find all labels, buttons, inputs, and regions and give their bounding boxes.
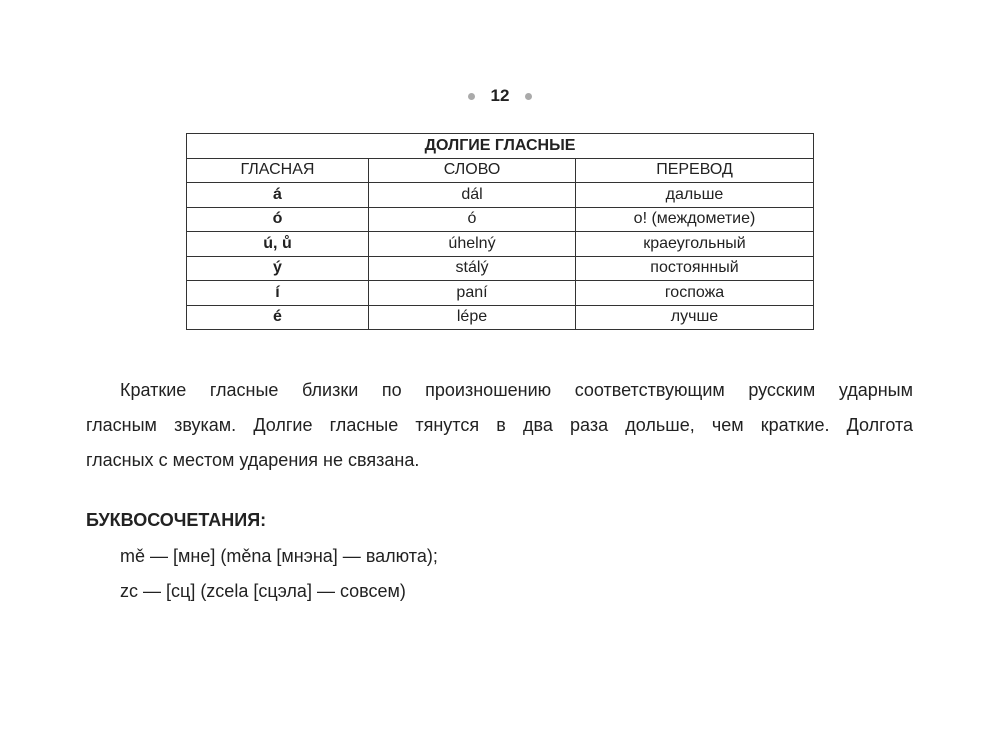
cell-vowel: á	[187, 183, 369, 208]
cell-word: dál	[369, 183, 576, 208]
cell-translation: краеугольный	[576, 232, 814, 257]
table-row	[187, 281, 814, 306]
bullet-dot	[525, 93, 532, 100]
long-vowels-table	[186, 133, 814, 330]
cell-vowel: ó	[187, 207, 369, 232]
body-paragraph	[86, 373, 913, 478]
cell-translation: дальше	[576, 183, 814, 208]
combination-item: zc — [сц] (zcela [сцэла] — совсем)	[120, 581, 406, 601]
table-header-row	[187, 158, 814, 183]
cell-word: ó	[369, 207, 576, 232]
cell-translation: госпожа	[576, 281, 814, 306]
page-number	[0, 86, 1000, 106]
table-row	[187, 207, 814, 232]
cell-vowel: ý	[187, 256, 369, 281]
combination-item: mě — [мне] (měna [мнэна] — валюта);	[120, 546, 438, 566]
cell-word: lépe	[369, 305, 576, 330]
cell-word: paní	[369, 281, 576, 306]
page-number-text: 12	[490, 86, 510, 105]
table-row	[187, 183, 814, 208]
cell-translation: o! (междометие)	[576, 207, 814, 232]
table-title: ДОЛГИЕ ГЛАСНЫЕ	[187, 134, 814, 159]
bullet-dot	[468, 93, 475, 100]
paragraph-line: гласным звукам. Долгие гласные тянутся в два раза дольше, чем краткие. Долгота	[86, 415, 913, 435]
header-word: СЛОВО	[369, 158, 576, 183]
header-vowel: ГЛАСНАЯ	[187, 158, 369, 183]
header-translation: ПЕРЕВОД	[576, 158, 814, 183]
cell-translation: лучше	[576, 305, 814, 330]
cell-translation: постоянный	[576, 256, 814, 281]
table-row	[187, 232, 814, 257]
table-row	[187, 305, 814, 330]
paragraph-line: Краткие гласные близки по произношению соответствующим русским ударным	[120, 380, 913, 400]
cell-word: úhelný	[369, 232, 576, 257]
cell-word: stálý	[369, 256, 576, 281]
table-row	[187, 256, 814, 281]
cell-vowel: í	[187, 281, 369, 306]
paragraph-line: гласных с местом ударения не связана.	[86, 450, 420, 470]
combinations-heading: БУКВОСОЧЕТАНИЯ:	[86, 510, 267, 530]
cell-vowel: é	[187, 305, 369, 330]
cell-vowel: ú, ů	[187, 232, 369, 257]
